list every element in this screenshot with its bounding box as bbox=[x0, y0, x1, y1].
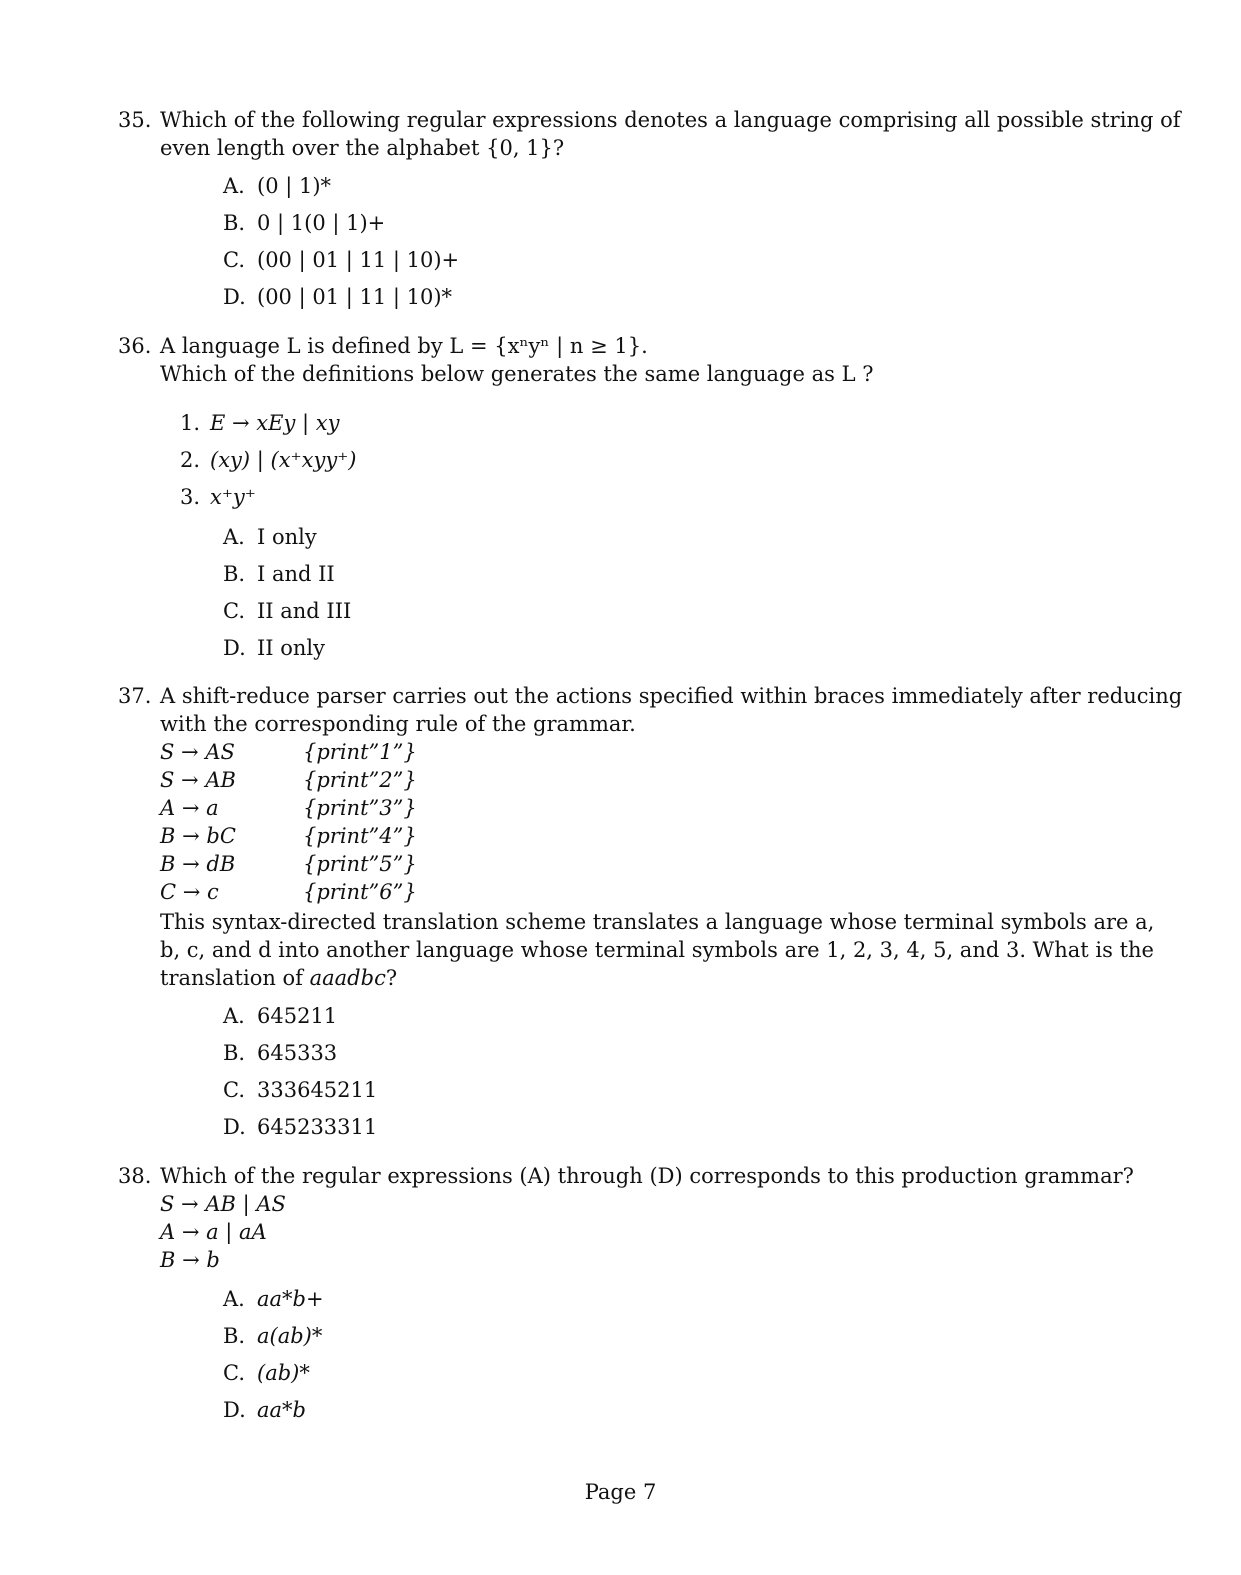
question-text: A language L is defined by L = {xⁿyⁿ | n ≥ 1}. bbox=[160, 334, 648, 358]
option-b: B. I and II bbox=[223, 562, 335, 586]
definition-1: 1. E → xEy | xy bbox=[180, 411, 340, 435]
question-text: even length over the alphabet {0, 1}? bbox=[160, 136, 565, 160]
grammar-rule: S → AB bbox=[160, 768, 236, 792]
question-text: A shift-reduce parser carries out the actions specified within braces immediately after reducing bbox=[160, 684, 1183, 708]
option-a: A. (0 | 1)* bbox=[223, 174, 332, 198]
option-c: C. (00 | 01 | 11 | 10)+ bbox=[223, 248, 460, 272]
rule-action: {print”6”} bbox=[303, 880, 417, 904]
option-c: C. II and III bbox=[223, 599, 352, 623]
option-d: D. aa*b bbox=[223, 1398, 306, 1422]
question-number: 36. bbox=[118, 334, 152, 358]
definition-3: 3. x⁺y⁺ bbox=[180, 485, 256, 509]
option-a: A. I only bbox=[223, 525, 317, 549]
grammar-rule: S → AB | AS bbox=[160, 1192, 286, 1216]
grammar-rule: B → b bbox=[160, 1248, 220, 1272]
question-text: Which of the definitions below generates the same language as L ? bbox=[160, 362, 874, 386]
question-text: b, c, and d into another language whose terminal symbols are 1, 2, 3, 4, 5, and 3. What is the bbox=[160, 938, 1154, 962]
rule-action: {print”4”} bbox=[303, 824, 417, 848]
rule-action: {print”5”} bbox=[303, 852, 417, 876]
rule-action: {print”1”} bbox=[303, 740, 417, 764]
option-d: D. 645233311 bbox=[223, 1115, 378, 1139]
question-text: Which of the regular expressions (A) through (D) corresponds to this production grammar? bbox=[160, 1164, 1134, 1188]
grammar-rule: B → dB bbox=[160, 852, 236, 876]
grammar-rule: A → a bbox=[160, 796, 219, 820]
question-text: with the corresponding rule of the grammar. bbox=[160, 712, 636, 736]
rule-action: {print”3”} bbox=[303, 796, 417, 820]
option-a: A. aa*b+ bbox=[223, 1287, 324, 1311]
option-a: A. 645211 bbox=[223, 1004, 338, 1028]
definition-2: 2. (xy) | (x⁺xyy⁺) bbox=[180, 448, 357, 472]
page-number: Page 7 bbox=[584, 1480, 657, 1504]
question-number: 38. bbox=[118, 1164, 152, 1188]
option-d: D. (00 | 01 | 11 | 10)* bbox=[223, 285, 453, 309]
question-text: Which of the following regular expressions denotes a language comprising all possible string of bbox=[160, 108, 1181, 132]
rule-action: {print”2”} bbox=[303, 768, 417, 792]
question-number: 37. bbox=[118, 684, 152, 708]
question-text: This syntax-directed translation scheme translates a language whose terminal symbols are a, bbox=[160, 910, 1155, 934]
grammar-rule: A → a | aA bbox=[160, 1220, 267, 1244]
option-b: B. a(ab)* bbox=[223, 1324, 323, 1348]
option-b: B. 0 | 1(0 | 1)+ bbox=[223, 211, 386, 235]
question-number: 35. bbox=[118, 108, 152, 132]
option-b: B. 645333 bbox=[223, 1041, 338, 1065]
option-d: D. II only bbox=[223, 636, 326, 660]
question-text: translation of aaadbc? bbox=[160, 966, 398, 990]
grammar-rule: B → bC bbox=[160, 824, 236, 848]
option-c: C. 333645211 bbox=[223, 1078, 378, 1102]
grammar-rule: S → AS bbox=[160, 740, 235, 764]
grammar-rule: C → c bbox=[160, 880, 219, 904]
option-c: C. (ab)* bbox=[223, 1361, 310, 1385]
